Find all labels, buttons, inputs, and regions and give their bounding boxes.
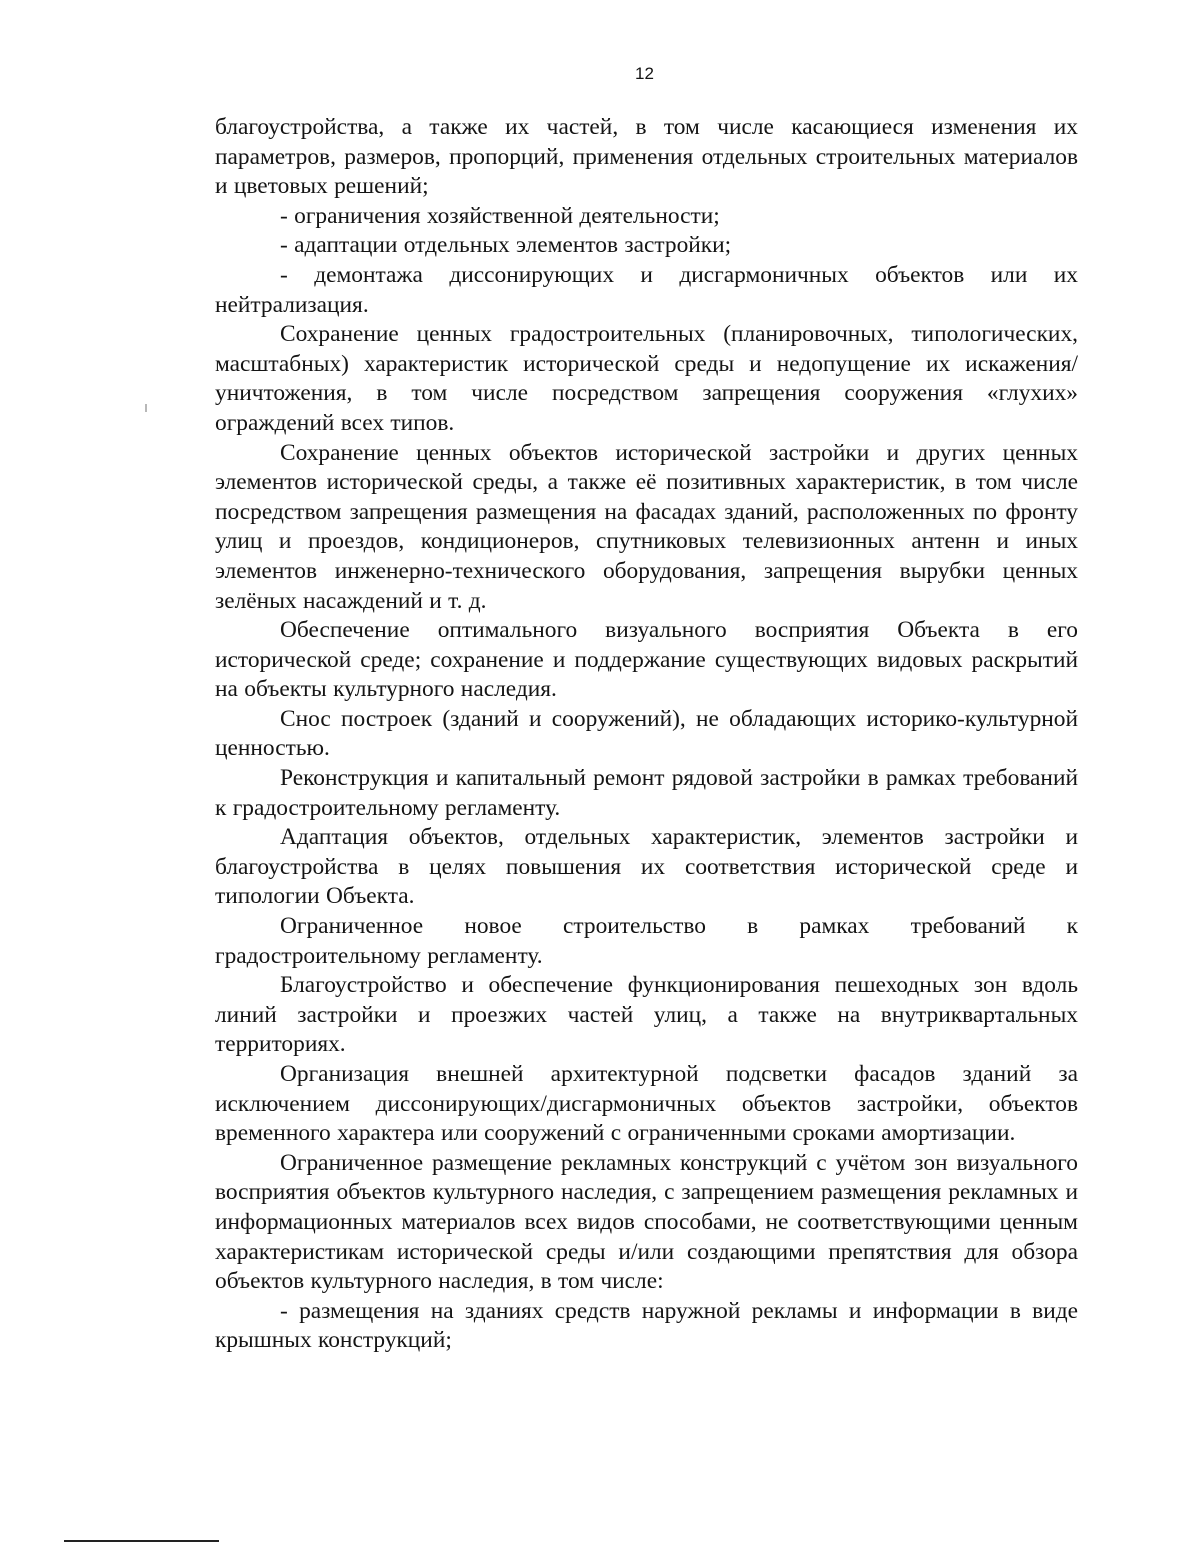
- paragraph-adaptation: Адаптация объектов, отдельных характеристик, элементов застройки и благоустройства в целях повышения их соответствия исторической среде и типологии Объекта.: [215, 824, 1078, 910]
- paragraph-advertising: Ограниченное размещение рекламных конструкций с учётом зон визуального восприятия объектов культурного наследия, с запрещением размещения рекламных и информационных материалов всех видов способами, не соответствующими ценным характеристикам исторической среды и/или создающими препятствия для обзора объектов культурного наследия, в том числе:: [215, 1149, 1078, 1295]
- paragraph-pedestrian-zones: Благоустройство и обеспечение функционирования пешеходных зон вдоль линий застройки и проезжих частей улиц, а также на внутриквартальных территориях.: [215, 972, 1078, 1058]
- scan-margin-mark: [145, 404, 147, 412]
- paragraph-new-construction: Ограниченное новое строительство в рамках требований к градостроительному регламенту.: [215, 913, 1078, 969]
- list-item-dissonant-removal: - демонтажа диссонирующих и дисгармоничных объектов или их нейтрализация.: [215, 261, 1078, 318]
- document-body: [215, 113, 1078, 1356]
- page-number: 12: [635, 64, 654, 83]
- paragraph-demolition: Снос построек (зданий и сооружений), не обладающих историко-культурной ценностью.: [215, 705, 1078, 762]
- paragraph-visual-perception: Обеспечение оптимального визуального восприятия Объекта в его исторической среде; сохранение и поддержание существующих видовых раскрытий на объекты культурного наследия.: [215, 617, 1078, 703]
- list-item-roof-advertising: - размещения на зданиях средств наружной рекламы и информации в виде крышных конструкций;: [215, 1297, 1078, 1354]
- list-item-economic-restriction: - ограничения хозяйственной деятельности;: [280, 202, 720, 229]
- footnote-separator: [64, 1540, 219, 1542]
- paragraph-reconstruction: Реконструкция и капитальный ремонт рядовой застройки в рамках требований к градостроительному регламенту.: [215, 765, 1078, 821]
- paragraph-historic-buildings: Сохранение ценных объектов исторической застройки и других ценных элементов исторической среды, а также её позитивных характеристик, в том числе посредством запрещения размещения на фасадах зданий, расположенных по фронту улиц и проездов, кондиционеров, спутниковых телевизионных антенн и иных элементов инженерно-технического оборудования, запрещения вырубки ценных зелёных насаждений и т. д.: [215, 439, 1078, 614]
- paragraph-continuation: благоустройства, а также их частей, в том числе касающиеся изменения их параметров, размеров, пропорций, применения отдельных строительных материалов и цветовых решений;: [215, 114, 1078, 200]
- list-item-building-adaptation: - адаптации отдельных элементов застройки;: [280, 232, 732, 259]
- paragraph-urban-characteristics: Сохранение ценных градостроительных (планировочных, типологических, масштабных) характеристик исторической среды и недопущение их искажения/уничтожения, в том числе посредством запрещения сооружения «глухих» ограждений всех типов.: [215, 321, 1078, 436]
- paragraph-facade-lighting: Организация внешней архитектурной подсветки фасадов зданий за исключением диссонирующих/дисгармоничных объектов застройки, объектов временного характера или сооружений с ограниченными сроками амортизации.: [215, 1061, 1078, 1147]
